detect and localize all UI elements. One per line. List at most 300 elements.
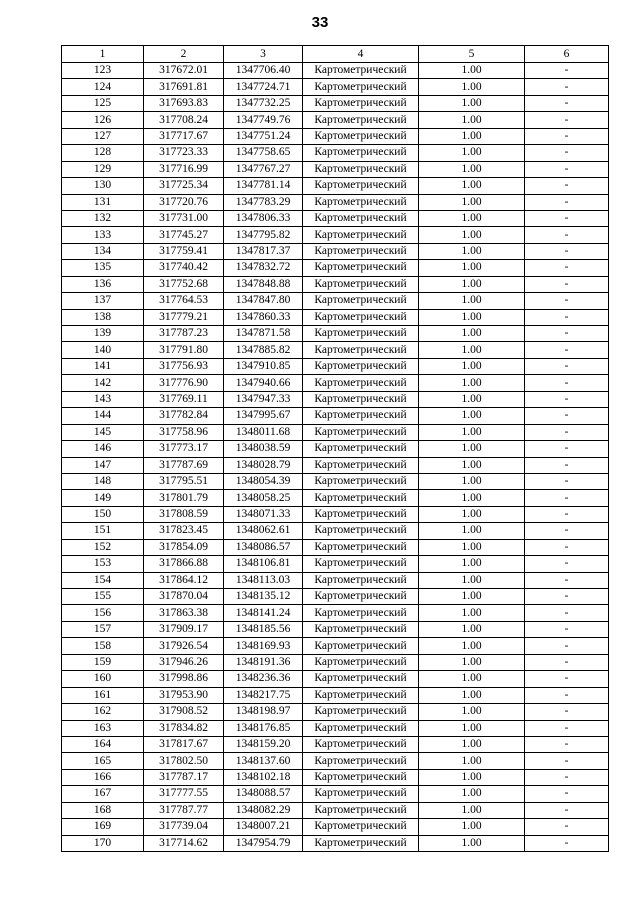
method-cell: Картометрический	[303, 145, 419, 161]
accuracy-cell: 1.00	[419, 819, 525, 835]
table-row	[62, 638, 609, 654]
x-coordinate-cell: 317926.54	[144, 638, 224, 654]
y-coordinate-cell: 1348058.25	[224, 490, 303, 506]
x-coordinate-cell: 317782.84	[144, 408, 224, 424]
x-coordinate-cell: 317802.50	[144, 753, 224, 769]
y-coordinate-cell: 1348086.57	[224, 539, 303, 555]
point-number-cell: 136	[62, 276, 144, 292]
method-cell: Картометрический	[303, 293, 419, 309]
point-number-cell: 145	[62, 424, 144, 440]
note-cell: -	[525, 556, 609, 572]
point-number-cell: 138	[62, 309, 144, 325]
x-coordinate-cell: 317953.90	[144, 687, 224, 703]
x-coordinate-cell: 317759.41	[144, 243, 224, 259]
y-coordinate-cell: 1347910.85	[224, 358, 303, 374]
point-number-cell: 137	[62, 293, 144, 309]
y-coordinate-cell: 1347817.37	[224, 243, 303, 259]
x-coordinate-cell: 317834.82	[144, 720, 224, 736]
accuracy-cell: 1.00	[419, 654, 525, 670]
y-coordinate-cell: 1347795.82	[224, 227, 303, 243]
header-cell: 4	[303, 46, 419, 63]
note-cell: -	[525, 260, 609, 276]
x-coordinate-cell: 317866.88	[144, 556, 224, 572]
method-cell: Картометрический	[303, 605, 419, 621]
table-row	[62, 753, 609, 769]
x-coordinate-cell: 317776.90	[144, 375, 224, 391]
method-cell: Картометрический	[303, 539, 419, 555]
x-coordinate-cell: 317740.42	[144, 260, 224, 276]
y-coordinate-cell: 1348159.20	[224, 736, 303, 752]
method-cell: Картометрический	[303, 654, 419, 670]
point-number-cell: 123	[62, 63, 144, 79]
y-coordinate-cell: 1347749.76	[224, 112, 303, 128]
method-cell: Картометрический	[303, 671, 419, 687]
x-coordinate-cell: 317731.00	[144, 210, 224, 226]
x-coordinate-cell: 317773.17	[144, 441, 224, 457]
table-row	[62, 687, 609, 703]
x-coordinate-cell: 317808.59	[144, 506, 224, 522]
x-coordinate-cell: 317817.67	[144, 736, 224, 752]
accuracy-cell: 1.00	[419, 621, 525, 637]
accuracy-cell: 1.00	[419, 375, 525, 391]
note-cell: -	[525, 539, 609, 555]
x-coordinate-cell: 317791.80	[144, 342, 224, 358]
method-cell: Картометрический	[303, 720, 419, 736]
y-coordinate-cell: 1348217.75	[224, 687, 303, 703]
table-row	[62, 309, 609, 325]
point-number-cell: 170	[62, 835, 144, 851]
x-coordinate-cell: 317909.17	[144, 621, 224, 637]
point-number-cell: 140	[62, 342, 144, 358]
point-number-cell: 154	[62, 572, 144, 588]
x-coordinate-cell: 317854.09	[144, 539, 224, 555]
method-cell: Картометрический	[303, 753, 419, 769]
note-cell: -	[525, 375, 609, 391]
point-number-cell: 125	[62, 95, 144, 111]
point-number-cell: 159	[62, 654, 144, 670]
x-coordinate-cell: 317864.12	[144, 572, 224, 588]
y-coordinate-cell: 1347995.67	[224, 408, 303, 424]
note-cell: -	[525, 210, 609, 226]
y-coordinate-cell: 1347732.25	[224, 95, 303, 111]
method-cell: Картометрический	[303, 704, 419, 720]
table-row	[62, 408, 609, 424]
accuracy-cell: 1.00	[419, 391, 525, 407]
point-number-cell: 143	[62, 391, 144, 407]
y-coordinate-cell: 1348011.68	[224, 424, 303, 440]
y-coordinate-cell: 1348236.36	[224, 671, 303, 687]
table-row	[62, 260, 609, 276]
note-cell: -	[525, 753, 609, 769]
accuracy-cell: 1.00	[419, 457, 525, 473]
note-cell: -	[525, 194, 609, 210]
point-number-cell: 126	[62, 112, 144, 128]
accuracy-cell: 1.00	[419, 589, 525, 605]
method-cell: Картометрический	[303, 506, 419, 522]
note-cell: -	[525, 572, 609, 588]
table-row	[62, 112, 609, 128]
y-coordinate-cell: 1348007.21	[224, 819, 303, 835]
y-coordinate-cell: 1347847.80	[224, 293, 303, 309]
table-row	[62, 194, 609, 210]
table-row	[62, 523, 609, 539]
method-cell: Картометрический	[303, 326, 419, 342]
point-number-cell: 169	[62, 819, 144, 835]
table-row	[62, 243, 609, 259]
note-cell: -	[525, 589, 609, 605]
method-cell: Картометрический	[303, 128, 419, 144]
table-row	[62, 424, 609, 440]
method-cell: Картометрический	[303, 687, 419, 703]
header-cell: 5	[419, 46, 525, 63]
x-coordinate-cell: 317769.11	[144, 391, 224, 407]
accuracy-cell: 1.00	[419, 293, 525, 309]
x-coordinate-cell: 317801.79	[144, 490, 224, 506]
method-cell: Картометрический	[303, 391, 419, 407]
table-row	[62, 227, 609, 243]
note-cell: -	[525, 506, 609, 522]
accuracy-cell: 1.00	[419, 523, 525, 539]
note-cell: -	[525, 605, 609, 621]
accuracy-cell: 1.00	[419, 786, 525, 802]
accuracy-cell: 1.00	[419, 227, 525, 243]
note-cell: -	[525, 178, 609, 194]
table-row	[62, 375, 609, 391]
x-coordinate-cell: 317725.34	[144, 178, 224, 194]
y-coordinate-cell: 1348198.97	[224, 704, 303, 720]
y-coordinate-cell: 1348071.33	[224, 506, 303, 522]
note-cell: -	[525, 358, 609, 374]
x-coordinate-cell: 317787.17	[144, 769, 224, 785]
note-cell: -	[525, 654, 609, 670]
y-coordinate-cell: 1348106.81	[224, 556, 303, 572]
x-coordinate-cell: 317863.38	[144, 605, 224, 621]
point-number-cell: 165	[62, 753, 144, 769]
point-number-cell: 141	[62, 358, 144, 374]
note-cell: -	[525, 671, 609, 687]
method-cell: Картометрический	[303, 424, 419, 440]
method-cell: Картометрический	[303, 309, 419, 325]
y-coordinate-cell: 1348038.59	[224, 441, 303, 457]
y-coordinate-cell: 1348137.60	[224, 753, 303, 769]
table-row	[62, 720, 609, 736]
method-cell: Картометрический	[303, 736, 419, 752]
table-row	[62, 441, 609, 457]
note-cell: -	[525, 638, 609, 654]
accuracy-cell: 1.00	[419, 63, 525, 79]
y-coordinate-cell: 1347860.33	[224, 309, 303, 325]
note-cell: -	[525, 736, 609, 752]
note-cell: -	[525, 243, 609, 259]
table-row	[62, 128, 609, 144]
method-cell: Картометрический	[303, 769, 419, 785]
x-coordinate-cell: 317998.86	[144, 671, 224, 687]
x-coordinate-cell: 317739.04	[144, 819, 224, 835]
table-row	[62, 802, 609, 818]
point-number-cell: 157	[62, 621, 144, 637]
accuracy-cell: 1.00	[419, 704, 525, 720]
x-coordinate-cell: 317908.52	[144, 704, 224, 720]
method-cell: Картометрический	[303, 819, 419, 835]
note-cell: -	[525, 687, 609, 703]
x-coordinate-cell: 317777.55	[144, 786, 224, 802]
accuracy-cell: 1.00	[419, 79, 525, 95]
note-cell: -	[525, 769, 609, 785]
accuracy-cell: 1.00	[419, 309, 525, 325]
header-cell: 2	[144, 46, 224, 63]
note-cell: -	[525, 342, 609, 358]
accuracy-cell: 1.00	[419, 556, 525, 572]
point-number-cell: 124	[62, 79, 144, 95]
point-number-cell: 134	[62, 243, 144, 259]
x-coordinate-cell: 317752.68	[144, 276, 224, 292]
accuracy-cell: 1.00	[419, 835, 525, 851]
header-cell: 3	[224, 46, 303, 63]
point-number-cell: 152	[62, 539, 144, 555]
point-number-cell: 146	[62, 441, 144, 457]
note-cell: -	[525, 227, 609, 243]
note-cell: -	[525, 293, 609, 309]
y-coordinate-cell: 1348185.56	[224, 621, 303, 637]
accuracy-cell: 1.00	[419, 210, 525, 226]
x-coordinate-cell: 317693.83	[144, 95, 224, 111]
accuracy-cell: 1.00	[419, 243, 525, 259]
point-number-cell: 167	[62, 786, 144, 802]
table-body	[62, 46, 609, 852]
coordinates-table	[61, 45, 609, 852]
table-row	[62, 342, 609, 358]
y-coordinate-cell: 1348054.39	[224, 473, 303, 489]
accuracy-cell: 1.00	[419, 424, 525, 440]
accuracy-cell: 1.00	[419, 408, 525, 424]
point-number-cell: 164	[62, 736, 144, 752]
accuracy-cell: 1.00	[419, 128, 525, 144]
method-cell: Картометрический	[303, 358, 419, 374]
table-row	[62, 293, 609, 309]
table-row	[62, 178, 609, 194]
note-cell: -	[525, 326, 609, 342]
y-coordinate-cell: 1347848.88	[224, 276, 303, 292]
method-cell: Картометрический	[303, 79, 419, 95]
table-header-row	[62, 46, 609, 63]
x-coordinate-cell: 317745.27	[144, 227, 224, 243]
note-cell: -	[525, 391, 609, 407]
note-cell: -	[525, 490, 609, 506]
accuracy-cell: 1.00	[419, 358, 525, 374]
note-cell: -	[525, 161, 609, 177]
point-number-cell: 139	[62, 326, 144, 342]
point-number-cell: 163	[62, 720, 144, 736]
note-cell: -	[525, 79, 609, 95]
point-number-cell: 149	[62, 490, 144, 506]
point-number-cell: 135	[62, 260, 144, 276]
method-cell: Картометрический	[303, 523, 419, 539]
table-row	[62, 95, 609, 111]
accuracy-cell: 1.00	[419, 802, 525, 818]
note-cell: -	[525, 276, 609, 292]
method-cell: Картометрический	[303, 572, 419, 588]
accuracy-cell: 1.00	[419, 687, 525, 703]
note-cell: -	[525, 621, 609, 637]
point-number-cell: 144	[62, 408, 144, 424]
accuracy-cell: 1.00	[419, 506, 525, 522]
accuracy-cell: 1.00	[419, 572, 525, 588]
y-coordinate-cell: 1348028.79	[224, 457, 303, 473]
page-number: 33	[311, 14, 329, 31]
note-cell: -	[525, 835, 609, 851]
y-coordinate-cell: 1347706.40	[224, 63, 303, 79]
note-cell: -	[525, 720, 609, 736]
note-cell: -	[525, 457, 609, 473]
method-cell: Картометрический	[303, 194, 419, 210]
note-cell: -	[525, 309, 609, 325]
accuracy-cell: 1.00	[419, 260, 525, 276]
method-cell: Картометрический	[303, 441, 419, 457]
x-coordinate-cell: 317787.69	[144, 457, 224, 473]
x-coordinate-cell: 317823.45	[144, 523, 224, 539]
y-coordinate-cell: 1347947.33	[224, 391, 303, 407]
header-cell: 6	[525, 46, 609, 63]
x-coordinate-cell: 317716.99	[144, 161, 224, 177]
x-coordinate-cell: 317708.24	[144, 112, 224, 128]
method-cell: Картометрический	[303, 276, 419, 292]
y-coordinate-cell: 1348135.12	[224, 589, 303, 605]
header-cell: 1	[62, 46, 144, 63]
accuracy-cell: 1.00	[419, 539, 525, 555]
x-coordinate-cell: 317714.62	[144, 835, 224, 851]
y-coordinate-cell: 1347871.58	[224, 326, 303, 342]
y-coordinate-cell: 1348102.18	[224, 769, 303, 785]
y-coordinate-cell: 1348113.03	[224, 572, 303, 588]
accuracy-cell: 1.00	[419, 769, 525, 785]
table-row	[62, 572, 609, 588]
point-number-cell: 133	[62, 227, 144, 243]
method-cell: Картометрический	[303, 490, 419, 506]
y-coordinate-cell: 1348088.57	[224, 786, 303, 802]
note-cell: -	[525, 112, 609, 128]
y-coordinate-cell: 1347885.82	[224, 342, 303, 358]
method-cell: Картометрический	[303, 621, 419, 637]
y-coordinate-cell: 1347781.14	[224, 178, 303, 194]
accuracy-cell: 1.00	[419, 276, 525, 292]
method-cell: Картометрический	[303, 638, 419, 654]
accuracy-cell: 1.00	[419, 194, 525, 210]
x-coordinate-cell: 317870.04	[144, 589, 224, 605]
accuracy-cell: 1.00	[419, 178, 525, 194]
table-row	[62, 671, 609, 687]
x-coordinate-cell: 317723.33	[144, 145, 224, 161]
accuracy-cell: 1.00	[419, 605, 525, 621]
table-row	[62, 819, 609, 835]
method-cell: Картометрический	[303, 260, 419, 276]
point-number-cell: 132	[62, 210, 144, 226]
x-coordinate-cell: 317946.26	[144, 654, 224, 670]
x-coordinate-cell: 317779.21	[144, 309, 224, 325]
method-cell: Картометрический	[303, 342, 419, 358]
point-number-cell: 161	[62, 687, 144, 703]
point-number-cell: 147	[62, 457, 144, 473]
method-cell: Картометрический	[303, 227, 419, 243]
method-cell: Картометрический	[303, 802, 419, 818]
note-cell: -	[525, 441, 609, 457]
point-number-cell: 150	[62, 506, 144, 522]
point-number-cell: 162	[62, 704, 144, 720]
table-row	[62, 605, 609, 621]
accuracy-cell: 1.00	[419, 671, 525, 687]
accuracy-cell: 1.00	[419, 638, 525, 654]
table-row	[62, 654, 609, 670]
accuracy-cell: 1.00	[419, 720, 525, 736]
note-cell: -	[525, 523, 609, 539]
method-cell: Картометрический	[303, 457, 419, 473]
table-row	[62, 769, 609, 785]
table-row	[62, 145, 609, 161]
table-row	[62, 506, 609, 522]
accuracy-cell: 1.00	[419, 342, 525, 358]
y-coordinate-cell: 1348169.93	[224, 638, 303, 654]
note-cell: -	[525, 786, 609, 802]
point-number-cell: 156	[62, 605, 144, 621]
table-row	[62, 835, 609, 851]
point-number-cell: 129	[62, 161, 144, 177]
method-cell: Картометрический	[303, 589, 419, 605]
method-cell: Картометрический	[303, 161, 419, 177]
note-cell: -	[525, 145, 609, 161]
y-coordinate-cell: 1347724.71	[224, 79, 303, 95]
method-cell: Картометрический	[303, 556, 419, 572]
note-cell: -	[525, 704, 609, 720]
table-row	[62, 539, 609, 555]
method-cell: Картометрический	[303, 786, 419, 802]
accuracy-cell: 1.00	[419, 326, 525, 342]
table-row	[62, 358, 609, 374]
table-row	[62, 490, 609, 506]
y-coordinate-cell: 1348141.24	[224, 605, 303, 621]
note-cell: -	[525, 128, 609, 144]
point-number-cell: 128	[62, 145, 144, 161]
method-cell: Картометрический	[303, 375, 419, 391]
x-coordinate-cell: 317691.81	[144, 79, 224, 95]
method-cell: Картометрический	[303, 243, 419, 259]
x-coordinate-cell: 317756.93	[144, 358, 224, 374]
table-row	[62, 786, 609, 802]
table-row	[62, 276, 609, 292]
note-cell: -	[525, 424, 609, 440]
y-coordinate-cell: 1348191.36	[224, 654, 303, 670]
accuracy-cell: 1.00	[419, 441, 525, 457]
table-row	[62, 326, 609, 342]
accuracy-cell: 1.00	[419, 736, 525, 752]
method-cell: Картометрический	[303, 408, 419, 424]
table-row	[62, 79, 609, 95]
point-number-cell: 142	[62, 375, 144, 391]
y-coordinate-cell: 1348062.61	[224, 523, 303, 539]
table-row	[62, 621, 609, 637]
y-coordinate-cell: 1347758.65	[224, 145, 303, 161]
table-row	[62, 457, 609, 473]
note-cell: -	[525, 819, 609, 835]
y-coordinate-cell: 1347832.72	[224, 260, 303, 276]
method-cell: Картометрический	[303, 210, 419, 226]
table-row	[62, 736, 609, 752]
table-row	[62, 161, 609, 177]
table-row	[62, 589, 609, 605]
method-cell: Картометрический	[303, 835, 419, 851]
point-number-cell: 168	[62, 802, 144, 818]
table-row	[62, 556, 609, 572]
y-coordinate-cell: 1347783.29	[224, 194, 303, 210]
accuracy-cell: 1.00	[419, 490, 525, 506]
